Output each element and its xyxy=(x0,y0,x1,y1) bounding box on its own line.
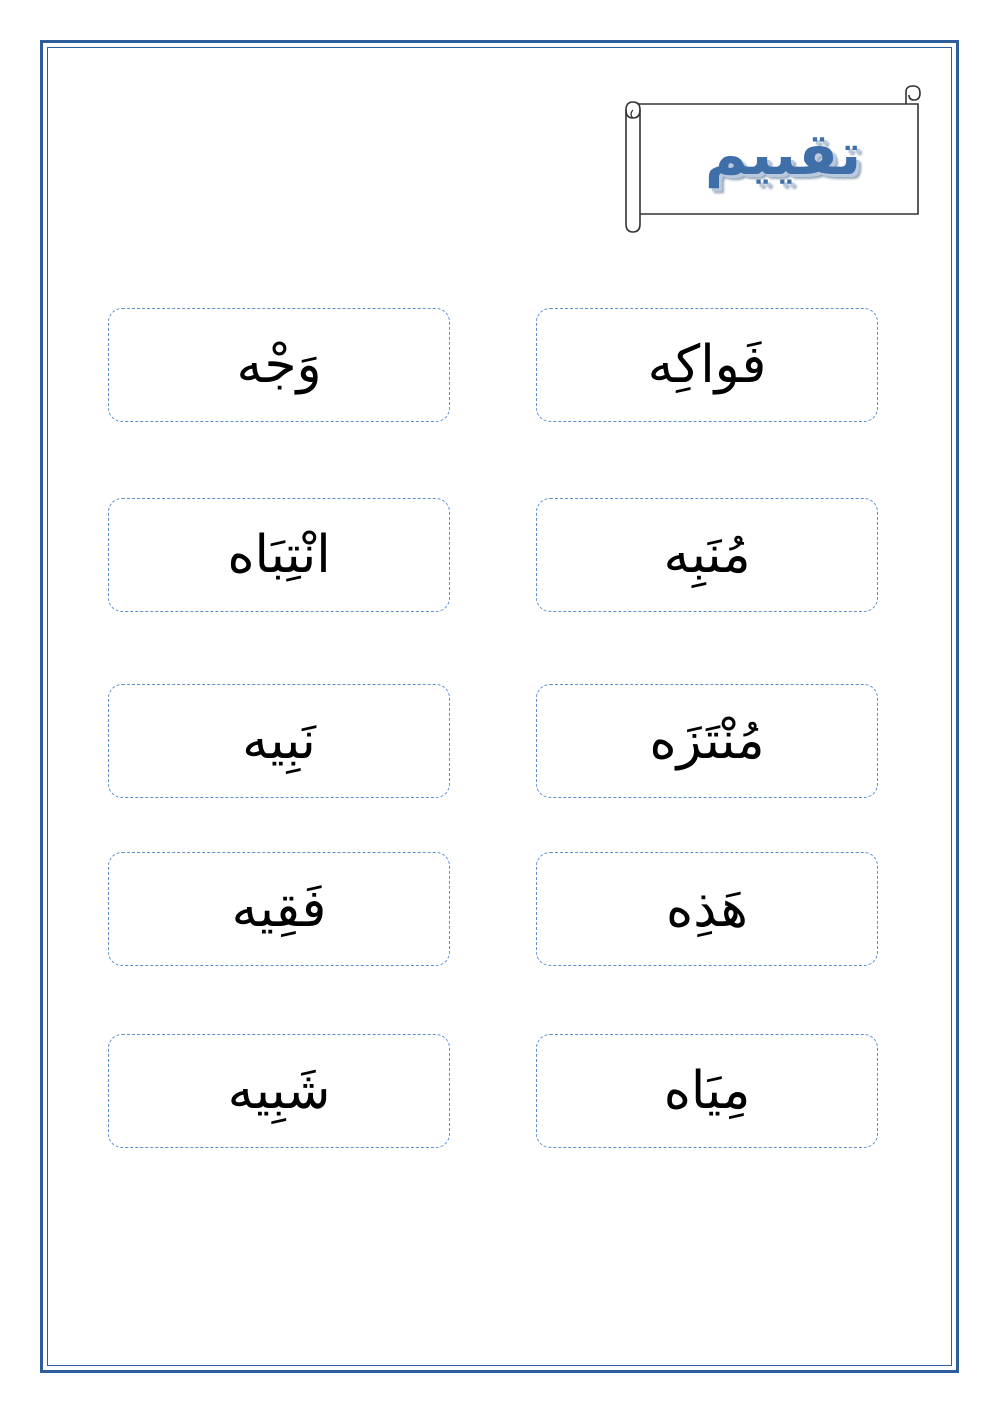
word-card[interactable]: مُنْتَزَه xyxy=(536,684,878,798)
word-card[interactable]: شَبِيه xyxy=(108,1034,450,1148)
word-card[interactable]: فَواكِه xyxy=(536,308,878,422)
word-card[interactable]: فَقِيه xyxy=(108,852,450,966)
word-card[interactable]: نَبِيه xyxy=(108,684,450,798)
word-card[interactable]: وَجْه xyxy=(108,308,450,422)
word-card[interactable]: انْتِبَاه xyxy=(108,498,450,612)
word-card[interactable]: مِيَاه xyxy=(536,1034,878,1148)
word-card[interactable]: هَذِه xyxy=(536,852,878,966)
word-card[interactable]: مُنَبِه xyxy=(536,498,878,612)
worksheet-title: تقييم xyxy=(704,120,862,188)
title-scroll-banner xyxy=(618,84,930,236)
